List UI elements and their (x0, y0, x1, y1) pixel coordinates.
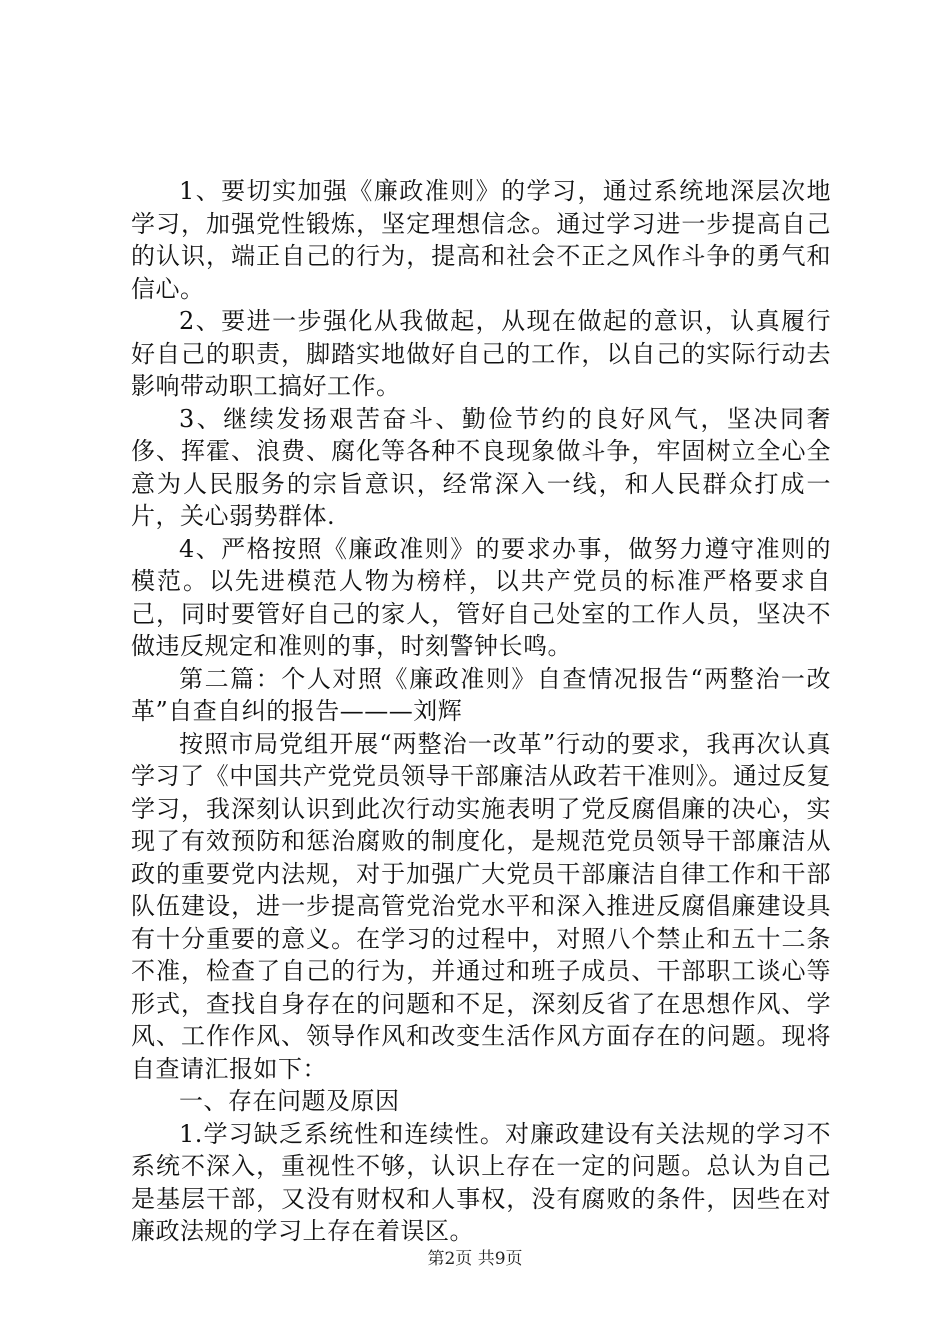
paragraph-problem-1: 1.学习缺乏系统性和连续性。对廉政建设有关法规的学习不系统不深入，重视性不够，认识上存在一定的问题。总认为自己是基层干部，又没有财权和人事权，没有腐败的条件，因些在对廉政法规的学习上存在着误区。 (131, 1119, 831, 1245)
paragraph-2: 2、要进一步强化从我做起，从现在做起的意识，认真履行好自己的职责，脚踏实地做好自己的工作，以自己的实际行动去影响带动职工搞好工作。 (131, 307, 831, 400)
subheading-problems: 一、存在问题及原因 (179, 1087, 400, 1115)
paragraph-1: 1、要切实加强《廉政准则》的学习，通过系统地深层次地学习，加强党性锻炼，坚定理想信念。通过学习进一步提高自己的认识，端正自己的行为，提高和社会不正之风作斗争的勇气和信心。 (131, 177, 831, 303)
paragraph-intro: 按照市局党组开展“两整治一改革”行动的要求，我再次认真学习了《中国共产党党员领导干部廉洁从政若干准则》。通过反复学习，我深刻认识到此次行动实施表明了党反腐倡廉的决心，实现了有效预防和惩治腐败的制度化，是规范党员领导干部廉洁从政的重要党内法规，对于加强广大党员干部廉洁自律工作和干部队伍建设，进一步提高管党治党水平和深入推进反腐倡廉建设具有十分重要的意义。在学习的过程中，对照八个禁止和五十二条不准，检查了自己的行为，并通过和班子成员、干部职工谈心等形式，查找自身存在的问题和不足，深刻反省了在思想作风、学风、工作作风、领导作风和改变生活作风方面存在的问题。现将自查请汇报如下： (131, 729, 831, 1083)
paragraph-4: 4、严格按照《廉政准则》的要求办事，做努力遵守准则的模范。以先进模范人物为榜样，以共产党员的标准严格要求自己，同时要管好自己的家人，管好自己处室的工作人员，坚决不做违反规定和准则的事，时刻警钟长鸣。 (131, 534, 831, 660)
section-heading: 第二篇：个人对照《廉政准则》自查情况报告“两整治一改革”自查自纠的报告———刘辉 (131, 664, 831, 725)
document-body (131, 175, 831, 1248)
paragraph-3: 3、继续发扬艰苦奋斗、勤俭节约的良好风气，坚决同奢侈、挥霍、浪费、腐化等各种不良现象做斗争，牢固树立全心全意为人民服务的宗旨意识，经常深入一线，和人民群众打成一片，关心弱势群体. (131, 404, 831, 530)
page-number: 第2页 共9页 (427, 1249, 523, 1269)
